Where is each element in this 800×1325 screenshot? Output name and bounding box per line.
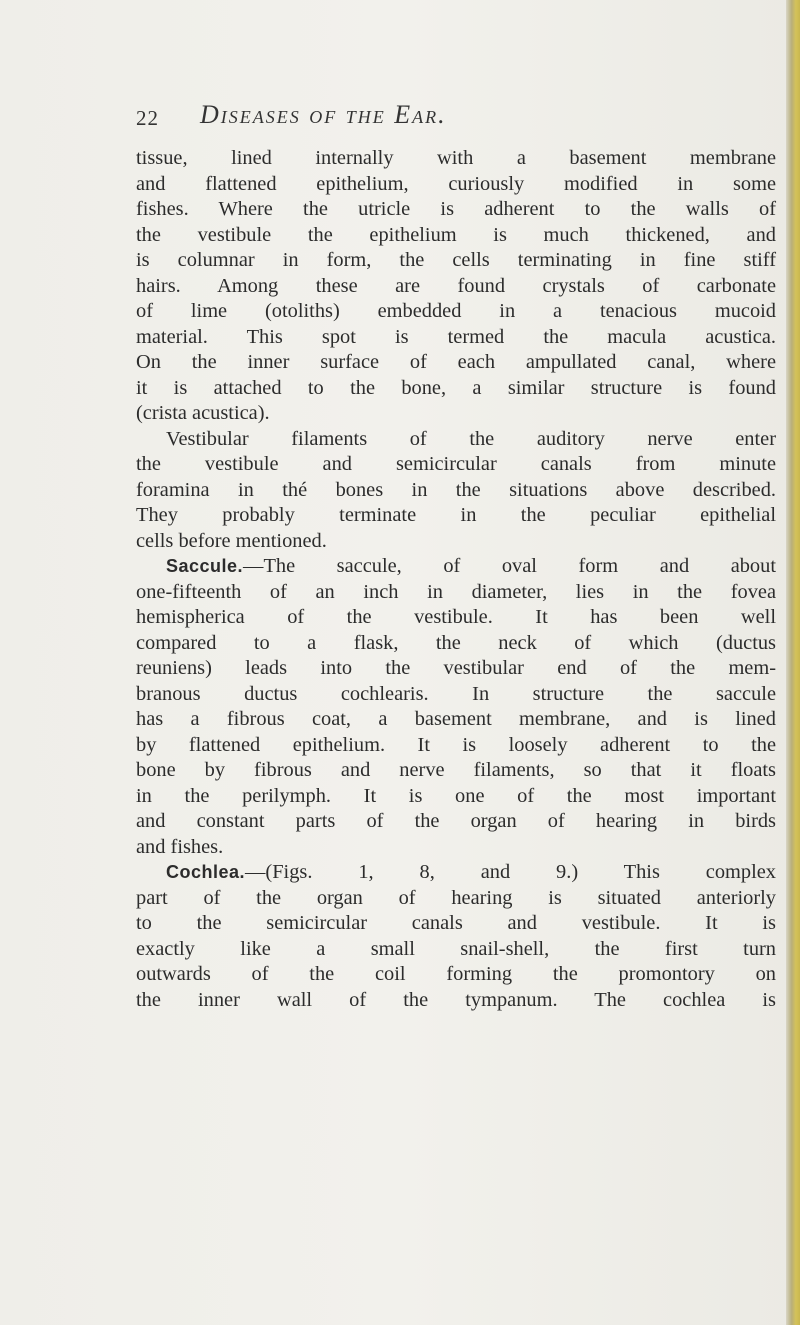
text-line — [136, 835, 776, 861]
text-line — [136, 325, 776, 351]
line-text: of lime (otoliths) embedded in a tenacious mucoid — [136, 300, 776, 322]
text-line — [136, 529, 776, 555]
text-line — [136, 554, 776, 580]
text-line — [136, 478, 776, 504]
line-text: is columnar in form, the cells terminating in fine stiff — [136, 249, 776, 271]
section-heading: Saccule. — [166, 556, 244, 576]
text-line — [136, 172, 776, 198]
text-line — [136, 452, 776, 478]
line-text: the vestibule the epithelium is much thickened, and — [136, 223, 776, 246]
line-text: exactly like a small snail-shell, the first turn — [136, 937, 776, 960]
text-line — [136, 911, 776, 937]
line-text: tissue, lined internally with a basement membrane — [136, 147, 776, 169]
line-text: —The saccule, of oval form and about — [243, 555, 776, 577]
text-line — [136, 962, 776, 988]
text-line — [136, 656, 776, 682]
text-line — [136, 223, 776, 249]
text-line — [136, 937, 776, 963]
line-text: the vestibule and semicircular canals from minute — [136, 453, 776, 475]
line-text: and fishes. — [136, 835, 224, 858]
line-text: Vestibular filaments of the auditory nerve enter — [166, 427, 776, 450]
page-number: 22 — [136, 106, 159, 130]
text-line — [136, 146, 776, 172]
line-text: On the inner surface of each ampullated canal, where — [136, 351, 776, 373]
text-line — [136, 809, 776, 835]
line-text: by flattened epithelium. It is loosely adherent to the — [136, 733, 776, 756]
line-text: the inner wall of the tympanum. The cochlea is — [136, 988, 776, 1011]
text-line — [136, 784, 776, 810]
text-line — [136, 886, 776, 912]
text-line — [136, 733, 776, 759]
text-line — [136, 197, 776, 223]
text-line — [136, 682, 776, 708]
text-line — [136, 605, 776, 631]
line-text: fishes. Where the utricle is adherent to the walls of — [136, 198, 776, 220]
text-line — [136, 248, 776, 274]
line-text: —(Figs. 1, 8, and 9.) This complex — [245, 861, 776, 883]
page-header — [136, 96, 756, 136]
text-line — [136, 758, 776, 784]
body-text — [136, 146, 776, 1013]
line-text: compared to a flask, the neck of which (ductus — [136, 631, 776, 654]
text-line — [136, 631, 776, 657]
line-text: hemispherica of the vestibule. It has been well — [136, 606, 776, 628]
line-text: it is attached to the bone, a similar structure is found — [136, 376, 776, 399]
text-line — [136, 427, 776, 453]
line-text: (crista acustica). — [136, 402, 270, 424]
text-line — [136, 274, 776, 300]
line-text: outwards of the coil forming the promontory on — [136, 963, 776, 985]
line-text: part of the organ of hearing is situated anteriorly — [136, 886, 776, 909]
text-line — [136, 988, 776, 1014]
text-line — [136, 707, 776, 733]
text-line — [136, 299, 776, 325]
line-text: bone by fibrous and nerve filaments, so that it floats — [136, 759, 776, 781]
line-text: and flattened epithelium, curiously modified in some — [136, 172, 776, 195]
text-line — [136, 580, 776, 606]
line-text: cells before mentioned. — [136, 529, 327, 552]
section-heading: Cochlea. — [166, 862, 246, 882]
line-text: reuniens) leads into the vestibular end of the mem- — [136, 657, 776, 679]
line-text: branous ductus cochlearis. In structure the saccule — [136, 682, 776, 705]
line-text: in the perilymph. It is one of the most important — [136, 784, 776, 807]
line-text: has a fibrous coat, a basement membrane, and is lined — [136, 708, 776, 730]
line-text: hairs. Among these are found crystals of carbonate — [136, 274, 776, 297]
page-edge-binding — [786, 0, 800, 1325]
line-text: material. This spot is termed the macula acustica. — [136, 325, 776, 348]
text-line — [136, 860, 776, 886]
text-line — [136, 350, 776, 376]
line-text: and constant parts of the organ of hearing in birds — [136, 810, 776, 832]
text-line — [136, 503, 776, 529]
line-text: to the semicircular canals and vestibule. It is — [136, 912, 776, 934]
running-title: Diseases of the Ear. — [200, 100, 447, 129]
line-text: foramina in thé bones in the situations above described. — [136, 478, 776, 501]
text-line — [136, 401, 776, 427]
text-line — [136, 376, 776, 402]
line-text: one-fifteenth of an inch in diameter, lies in the fovea — [136, 580, 776, 603]
line-text: They probably terminate in the peculiar epithelial — [136, 504, 776, 526]
